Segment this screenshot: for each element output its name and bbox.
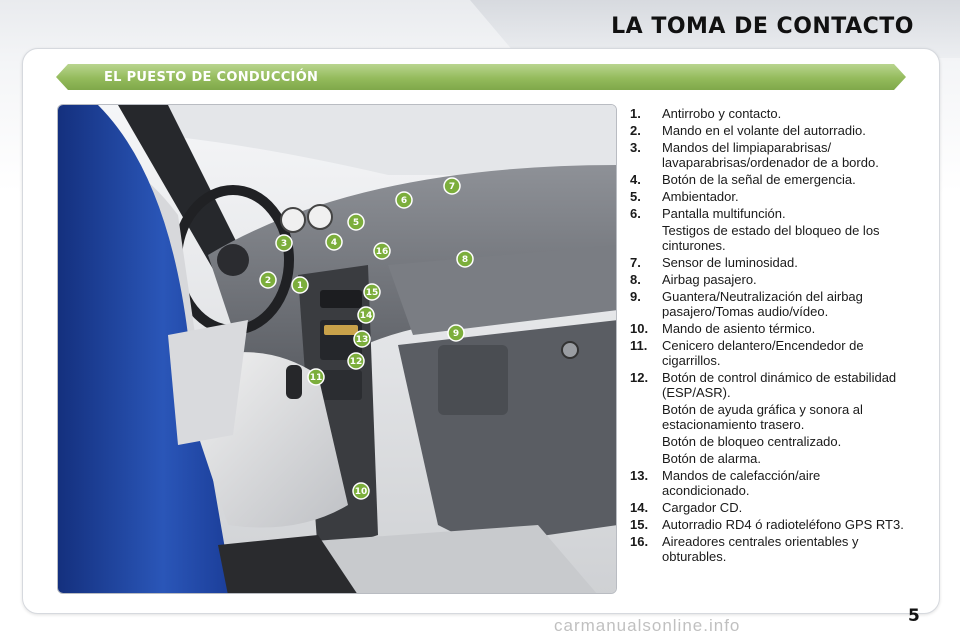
callout-number: 3 (280, 239, 288, 249)
callout-number: 10 (354, 487, 368, 497)
callout-number: 6 (400, 196, 408, 206)
callout-number: 2 (264, 276, 272, 286)
legend-number: 4. (630, 172, 641, 187)
legend-text: Botón de control dinámico de estabilidad (ESP/ASR). (662, 370, 897, 400)
callout-marker-4 (326, 234, 342, 250)
climate-controls (320, 370, 362, 400)
component-legend (630, 106, 910, 566)
legend-number: 2. (630, 123, 641, 138)
legend-item (630, 468, 910, 498)
legend-item (630, 370, 910, 400)
page-number: 5 (908, 606, 920, 626)
legend-item (630, 255, 910, 270)
callout-marker-6 (396, 192, 412, 208)
legend-text: Guantera/Neutralización del airbag pasajero/Tomas audio/vídeo. (662, 289, 863, 319)
legend-number: 9. (630, 289, 641, 304)
callout-number: 13 (355, 335, 369, 345)
car-interior-illustration (57, 104, 617, 594)
callout-number: 5 (352, 218, 360, 228)
legend-text: Mando en el volante del autorradio. (662, 123, 866, 138)
legend-text: Antirrobo y contacto. (662, 106, 782, 121)
callout-marker-13 (354, 331, 370, 347)
legend-number: 3. (630, 140, 641, 155)
legend-text: Botón de la señal de emergencia. (662, 172, 856, 187)
legend-number: 14. (630, 500, 649, 515)
legend-item (630, 106, 910, 121)
legend-number: 12. (630, 370, 649, 385)
legend-text: Mandos de calefacción/aire acondicionado. (662, 468, 821, 498)
car-interior-drawing (58, 105, 617, 594)
legend-item (630, 289, 910, 319)
callout-marker-10 (353, 483, 369, 499)
passenger-airbag-off-indicator (562, 342, 578, 358)
legend-item (630, 206, 910, 221)
callout-number: 14 (359, 311, 373, 321)
callout-marker-5 (348, 214, 364, 230)
legend-item (630, 321, 910, 336)
legend-number: 16. (630, 534, 649, 549)
gear-lever (286, 365, 302, 399)
callout-number: 1 (296, 281, 304, 291)
radio-display (324, 325, 358, 335)
legend-note: Botón de bloqueo centralizado. (662, 434, 842, 449)
central-air-vents (320, 290, 362, 308)
legend-item (630, 172, 910, 187)
callout-marker-7 (444, 178, 460, 194)
legend-text: Ambientador. (662, 189, 739, 204)
steering-hub (217, 244, 249, 276)
legend-number: 6. (630, 206, 641, 221)
legend-number: 8. (630, 272, 641, 287)
legend-number: 1. (630, 106, 641, 121)
legend-note: Testigos de estado del bloqueo de los cinturones. (662, 223, 880, 253)
legend-text: Cenicero delantero/Encendedor de cigarrillos. (662, 338, 864, 368)
legend-text: Airbag pasajero. (662, 272, 757, 287)
callout-number: 15 (365, 288, 379, 298)
legend-text: Autorradio RD4 ó radioteléfono GPS RT3. (662, 517, 904, 532)
callout-number: 12 (349, 357, 363, 367)
gauge-right (308, 205, 332, 229)
legend-text: Mando de asiento térmico. (662, 321, 816, 336)
callout-marker-1 (292, 277, 308, 293)
legend-note: Botón de alarma. (662, 451, 762, 466)
legend-item (630, 140, 910, 170)
legend-text: Sensor de luminosidad. (662, 255, 798, 270)
callout-number: 7 (448, 182, 456, 192)
callout-marker-2 (260, 272, 276, 288)
legend-number: 13. (630, 468, 649, 483)
callout-number: 16 (375, 247, 389, 257)
callout-marker-8 (457, 251, 473, 267)
callout-number: 9 (452, 329, 460, 339)
legend-item (630, 517, 910, 532)
legend-text: Pantalla multifunción. (662, 206, 786, 221)
legend-text: Aireadores centrales orientables y obturables. (662, 534, 859, 564)
callout-marker-15 (364, 284, 380, 300)
callout-marker-14 (358, 307, 374, 323)
legend-item (630, 500, 910, 515)
legend-item (630, 534, 910, 564)
section-title: EL PUESTO DE CONDUCCIÓN (104, 70, 319, 85)
callout-number: 11 (309, 373, 323, 383)
legend-number: 15. (630, 517, 649, 532)
legend-number: 10. (630, 321, 649, 336)
legend-text: Mandos del limpiaparabrisas/ lavaparabrisas/ordenador de a bordo. (662, 140, 879, 170)
legend-item (630, 123, 910, 138)
callout-marker-3 (276, 235, 292, 251)
legend-number: 5. (630, 189, 641, 204)
glovebox (438, 345, 508, 415)
callout-number: 8 (461, 255, 469, 265)
gauge-left (281, 208, 305, 232)
callout-marker-9 (448, 325, 464, 341)
legend-number: 11. (630, 338, 648, 353)
legend-text: Cargador CD. (662, 500, 743, 515)
callout-number: 4 (330, 238, 338, 248)
callout-marker-12 (348, 353, 364, 369)
legend-item (630, 272, 910, 287)
page-title: LA TOMA DE CONTACTO (611, 14, 914, 39)
callout-marker-16 (374, 243, 390, 259)
legend-number: 7. (630, 255, 641, 270)
callout-marker-11 (308, 369, 324, 385)
legend-note: Botón de ayuda gráfica y sonora al estacionamiento trasero. (662, 402, 863, 432)
legend-item (630, 189, 910, 204)
watermark: carmanualsonline.info (554, 616, 741, 635)
legend-item (630, 338, 910, 368)
